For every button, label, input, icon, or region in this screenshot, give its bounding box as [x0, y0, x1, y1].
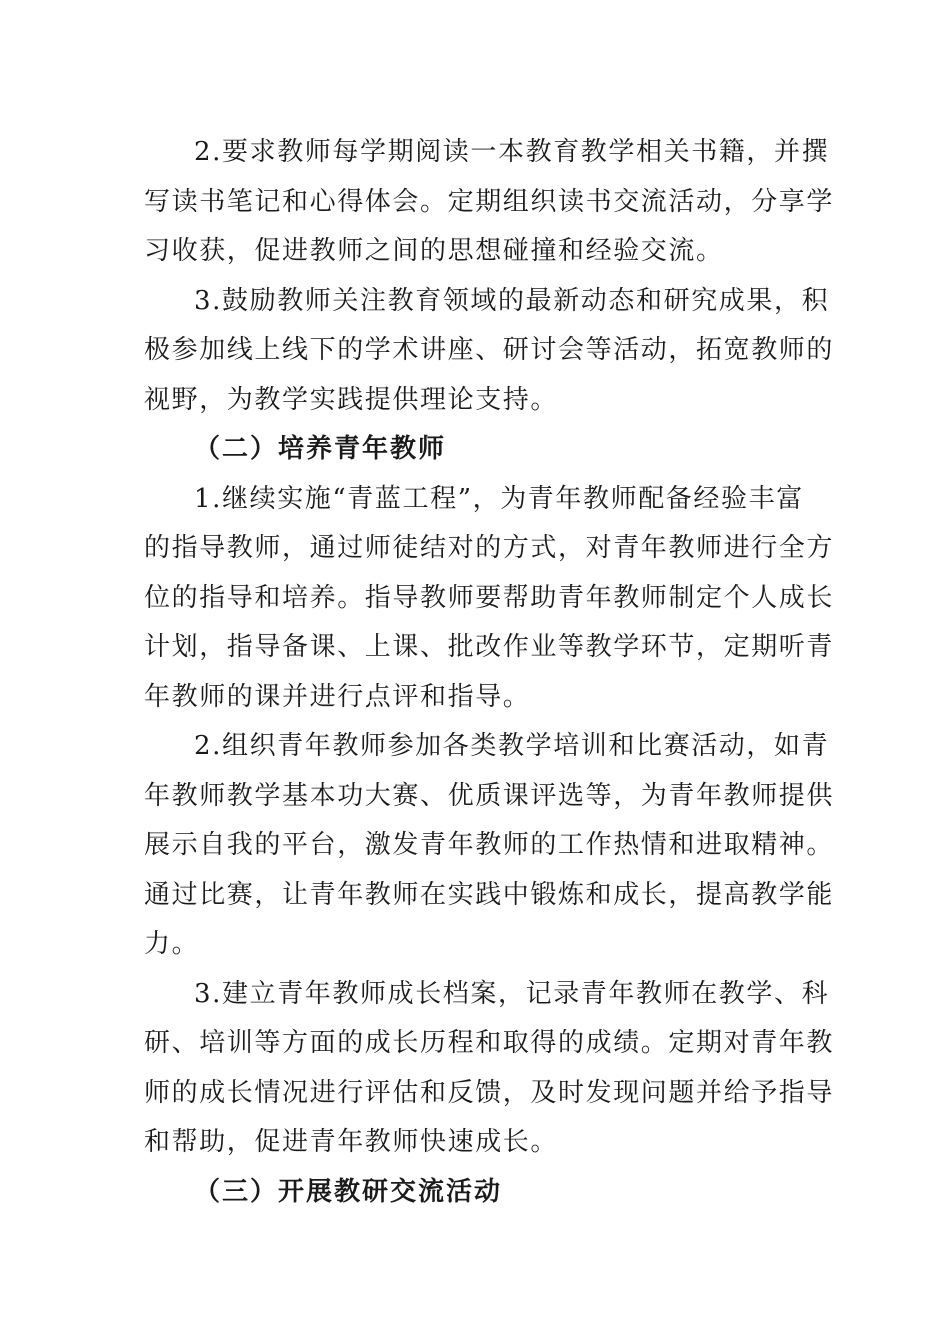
paragraph-qinglan-project [144, 475, 835, 723]
paragraph-training-competitions [144, 722, 835, 970]
section-heading-research-exchange [144, 1168, 808, 1218]
text-line: 2.组织青年教师参加各类教学培训和比赛活动，如青 [194, 731, 830, 761]
text-line: 3.鼓励教师关注教育领域的最新动态和研究成果，积 [194, 285, 830, 316]
text-line: 计划，指导备课、上课、批改作业等教学环节，定期听青 [144, 632, 835, 662]
text-line: 写读书笔记和心得体会。定期组织读书交流活动，分享学 [144, 186, 835, 217]
text-line: 的指导教师，通过师徒结对的方式，对青年教师进行全方 [144, 533, 835, 563]
text-line: 视野，为教学实践提供理论支持。 [144, 384, 559, 415]
text-line: 和帮助，促进青年教师快速成长。 [144, 1127, 559, 1157]
text-line: 年教师教学基本功大赛、优质课评选等，为青年教师提供 [144, 780, 835, 811]
text-line: 2.要求教师每学期阅读一本教育教学相关书籍，并撰 [194, 137, 830, 167]
text-line: 通过比赛，让青年教师在实践中锻炼和成长，提高教学能 [144, 879, 835, 910]
section-heading-young-teachers [144, 425, 808, 475]
text-line: 展示自我的平台，激发青年教师的工作热情和进取精神。 [144, 830, 835, 860]
document-body [144, 128, 835, 1217]
text-line: 师的成长情况进行评估和反馈，及时发现问题并给予指导 [144, 1077, 835, 1108]
heading-text: （二）培养青年教师 [194, 434, 447, 464]
text-line: 习收获，促进教师之间的思想碰撞和经验交流。 [144, 236, 724, 266]
text-line: 3.建立青年教师成长档案，记录青年教师在教学、科 [194, 978, 830, 1009]
text-line: 年教师的课并进行点评和指导。 [144, 681, 531, 712]
text-line: 力。 [144, 929, 200, 959]
paragraph-growth-records [144, 970, 835, 1168]
paragraph-reading-books [144, 128, 835, 277]
paragraph-academic-events [144, 277, 835, 426]
text-line: 1.继续实施“青蓝工程”，为青年教师配备经验丰富 [194, 483, 804, 514]
text-line: 极参加线上线下的学术讲座、研讨会等活动，拓宽教师的 [144, 335, 835, 365]
text-line: 研、培训等方面的成长历程和取得的成绩。定期对青年教 [144, 1028, 835, 1058]
text-line: 位的指导和培养。指导教师要帮助青年教师制定个人成长 [144, 582, 835, 613]
heading-text: （三）开展教研交流活动 [194, 1176, 503, 1207]
